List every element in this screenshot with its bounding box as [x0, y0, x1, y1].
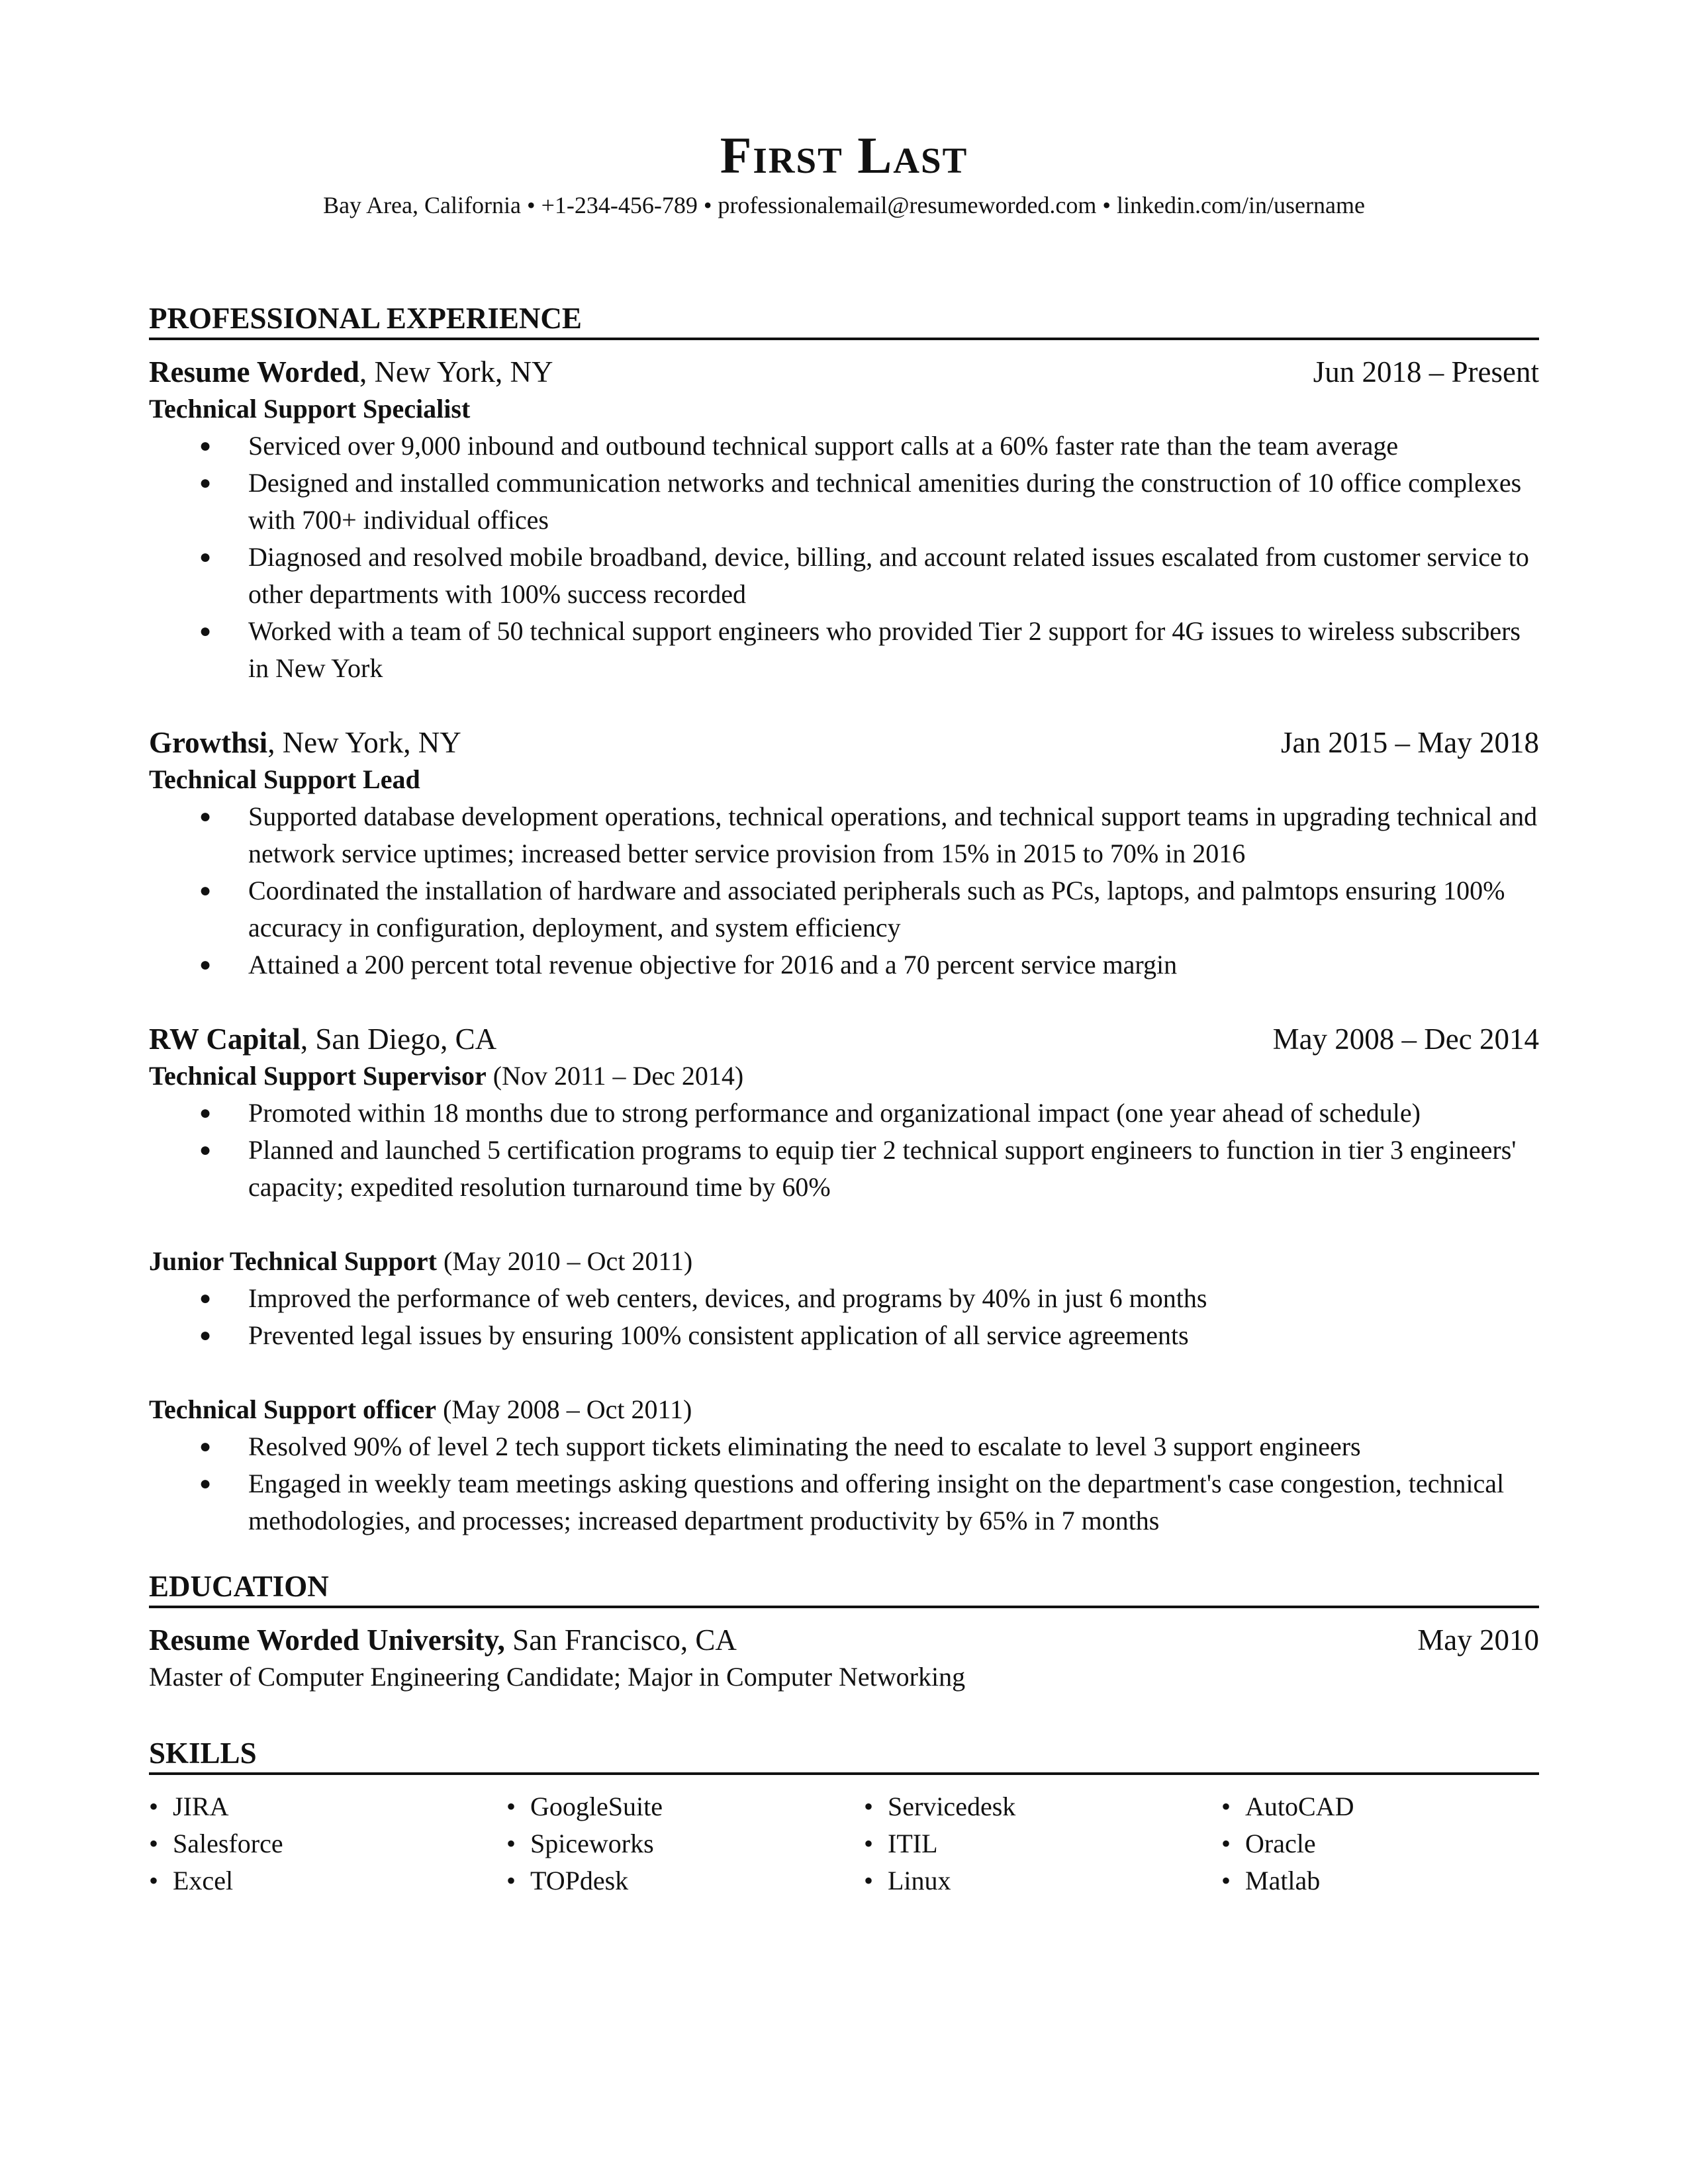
job-growthsi	[149, 724, 1539, 983]
job-dates: May 2008 – Dec 2014	[1272, 1023, 1539, 1056]
job-title: Junior Technical Support	[149, 1246, 437, 1276]
skill-item: • Linux	[864, 1862, 1221, 1899]
bullet-item: ● Designed and installed communication networks and technical amenities during the construction of 10 office complexes with 700+ individual offices	[149, 465, 1539, 539]
bullet-item: ● Attained a 200 percent total revenue objective for 2016 and a 70 percent service margin	[149, 946, 1539, 983]
section-heading-education: EDUCATION	[149, 1569, 1539, 1608]
education-header	[149, 1621, 1539, 1659]
school-name: Resume Worded University,	[149, 1623, 505, 1657]
role-period: (May 2008 – Oct 2011)	[436, 1394, 692, 1424]
skill-item: • JIRA	[149, 1788, 506, 1825]
employer	[149, 724, 461, 761]
job-dates: Jan 2015 – May 2018	[1281, 726, 1539, 759]
skill-item: • Spiceworks	[506, 1825, 864, 1862]
bullet-list	[149, 1280, 1539, 1354]
bullet-item: ● Worked with a team of 50 technical support engineers who provided Tier 2 support for 4G issues to wireless subscribers in New York	[149, 613, 1539, 687]
skill-item: • Matlab	[1221, 1862, 1539, 1899]
bullet-item: ● Planned and launched 5 certification programs to equip tier 2 technical support engineers to function in tier 3 engineers' capacity; expedited resolution turnaround time by 60%	[149, 1132, 1539, 1206]
bullet-item: ● Serviced over 9,000 inbound and outbound technical support calls at a 60% faster rate than the team average	[149, 428, 1539, 465]
company-location: , New York, NY	[359, 355, 553, 388]
employer	[149, 1021, 496, 1058]
skill-item: • Salesforce	[149, 1825, 506, 1862]
company-name: Growthsi	[149, 726, 268, 759]
bullet-item: ● Coordinated the installation of hardware and associated peripherals such as PCs, laptops, and palmtops ensuring 100% accuracy in configuration, deployment, and system efficiency	[149, 872, 1539, 946]
bullet-item: ● Prevented legal issues by ensuring 100% consistent application of all service agreements	[149, 1317, 1539, 1354]
skill-item: • AutoCAD	[1221, 1788, 1539, 1825]
job-dates: Jun 2018 – Present	[1313, 355, 1539, 388]
role-period: (May 2010 – Oct 2011)	[436, 1246, 693, 1276]
job-title: Technical Support Specialist	[149, 394, 471, 424]
role-period: (Nov 2011 – Dec 2014)	[486, 1061, 744, 1091]
section-heading-experience: PROFESSIONAL EXPERIENCE	[149, 300, 1539, 340]
job-title: Technical Support Lead	[149, 764, 420, 794]
company-location: , San Diego, CA	[300, 1023, 497, 1056]
skill-item: • GoogleSuite	[506, 1788, 864, 1825]
bullet-list	[149, 428, 1539, 687]
section-heading-skills: SKILLS	[149, 1735, 1539, 1775]
degree-line: Master of Computer Engineering Candidate; Major in Computer Networking	[149, 1662, 966, 1692]
bullet-item: ● Diagnosed and resolved mobile broadband, device, billing, and account related issues escalated from customer service to other departments with 100% success recorded	[149, 539, 1539, 613]
job-title: Technical Support officer	[149, 1394, 437, 1424]
resume-page	[149, 119, 1539, 1899]
job-header	[149, 1021, 1539, 1058]
job-title-line	[149, 1058, 1539, 1095]
bullet-item: ● Improved the performance of web centers, devices, and programs by 40% in just 6 months	[149, 1280, 1539, 1317]
bullet-item: ● Engaged in weekly team meetings asking questions and offering insight on the department's case congestion, technical methodologies, and processes; increased department productivity by 65% in 7 months	[149, 1465, 1539, 1539]
job-header	[149, 353, 1539, 390]
job-title-line	[149, 1391, 1539, 1428]
company-location: , New York, NY	[267, 726, 461, 759]
skills-grid	[149, 1788, 1539, 1899]
job-title-line	[149, 761, 1539, 798]
bullet-list	[149, 798, 1539, 983]
company-name: RW Capital	[149, 1023, 301, 1056]
skill-item: • Excel	[149, 1862, 506, 1899]
job-title-line	[149, 1243, 1539, 1280]
job-resume-worded	[149, 353, 1539, 687]
contact-line: Bay Area, California • +1-234-456-789 • professionalemail@resumeworded.com • linkedin.com/in/username	[323, 192, 1365, 218]
school	[149, 1621, 737, 1659]
job-rw-capital	[149, 1021, 1539, 1539]
bullet-list	[149, 1095, 1539, 1206]
bullet-item: ● Supported database development operations, technical operations, and technical support teams in upgrading technical and network service uptimes; increased better service provision from 15% in 2015 to 70% in 2016	[149, 798, 1539, 872]
skill-item: • ITIL	[864, 1825, 1221, 1862]
skill-item: • Servicedesk	[864, 1788, 1221, 1825]
job-header	[149, 724, 1539, 761]
skill-item: • TOPdesk	[506, 1862, 864, 1899]
candidate-name: First Last	[720, 126, 968, 184]
job-title: Technical Support Supervisor	[149, 1061, 487, 1091]
bullet-item: ● Resolved 90% of level 2 tech support tickets eliminating the need to escalate to level 3 support engineers	[149, 1428, 1539, 1465]
skill-item: • Oracle	[1221, 1825, 1539, 1862]
employer	[149, 353, 553, 390]
job-title-line	[149, 390, 1539, 428]
company-name: Resume Worded	[149, 355, 359, 388]
bullet-item: ● Promoted within 18 months due to strong performance and organizational impact (one year ahead of schedule)	[149, 1095, 1539, 1132]
school-location: San Francisco, CA	[504, 1623, 737, 1657]
bullet-list	[149, 1428, 1539, 1539]
education-date: May 2010	[1417, 1623, 1539, 1657]
